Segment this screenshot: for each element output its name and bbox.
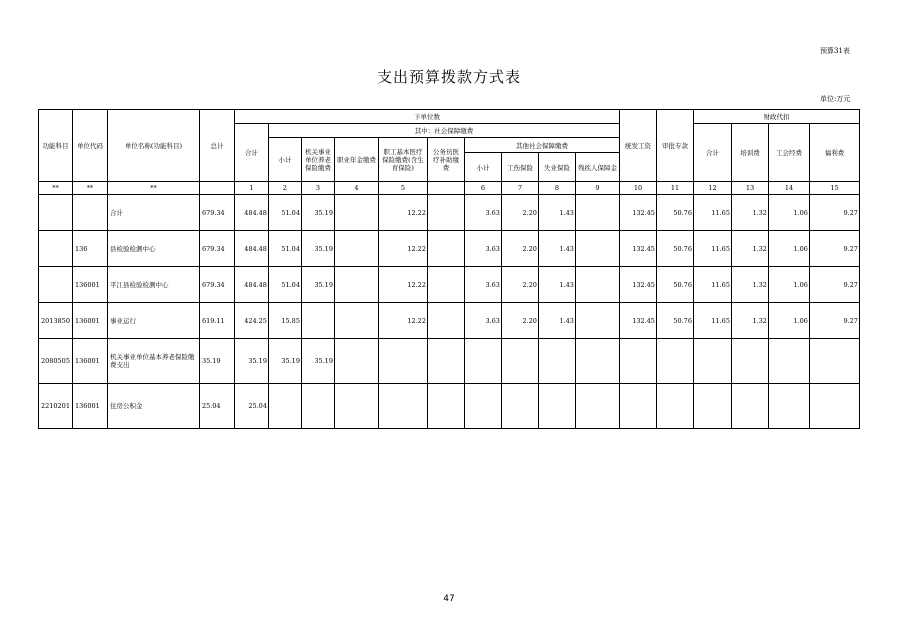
header-injury: 工伤保险 — [501, 153, 538, 182]
index-cell: 3 — [301, 182, 334, 195]
table-cell: 9.27 — [809, 303, 859, 339]
header-welfare: 福利费 — [809, 124, 859, 182]
table-cell: 2210201 — [39, 384, 73, 429]
header-unit-name: 单位名称(功能科目) — [107, 110, 199, 182]
table-cell — [575, 303, 619, 339]
table-cell — [731, 339, 768, 384]
table-cell: 424.25 — [234, 303, 268, 339]
table-cell: 1.43 — [538, 231, 575, 267]
table-cell — [301, 303, 334, 339]
table-cell: 2.20 — [501, 231, 538, 267]
table-cell: 机关事业单位基本养老保险缴费支出 — [107, 339, 199, 384]
table-cell: 1.43 — [538, 267, 575, 303]
page-number: 47 — [443, 594, 455, 604]
table-cell — [464, 339, 501, 384]
table-cell: 9.27 — [809, 195, 859, 231]
table-cell — [427, 303, 464, 339]
index-cell: 7 — [501, 182, 538, 195]
table-cell — [39, 267, 73, 303]
header-subordinate: 下单位数 — [234, 110, 619, 124]
header-medical: 职工基本医疗保险缴费(含生育保险) — [378, 138, 427, 182]
index-cell: 6 — [464, 182, 501, 195]
table-cell: 51.04 — [268, 267, 301, 303]
table-cell — [575, 231, 619, 267]
table-row — [39, 195, 860, 231]
form-number-label: 预算31表 — [820, 47, 850, 55]
index-cell: 12 — [693, 182, 731, 195]
table-cell: 132.45 — [619, 267, 656, 303]
table-row — [39, 303, 860, 339]
header-subtotal-group: 合计 — [234, 124, 268, 182]
header-of-which-social: 其中：社会保障缴费 — [268, 124, 619, 138]
table-cell — [538, 384, 575, 429]
table-cell: 合计 — [107, 195, 199, 231]
header-union: 工会经费 — [768, 124, 809, 182]
budget-table — [38, 109, 860, 429]
header-unemployment: 失业保险 — [538, 153, 575, 182]
page-title: 支出预算拨款方式表 — [376, 68, 521, 86]
table-cell — [693, 339, 731, 384]
table-cell: 35.19 — [301, 195, 334, 231]
table-cell: 12.22 — [378, 303, 427, 339]
table-cell: 2.20 — [501, 195, 538, 231]
table-cell — [427, 384, 464, 429]
table-cell — [693, 384, 731, 429]
table-cell — [464, 384, 501, 429]
table-cell: 679.34 — [199, 267, 234, 303]
table-cell — [656, 384, 693, 429]
table-cell: 50.76 — [656, 195, 693, 231]
index-cell: ** — [72, 182, 107, 195]
table-cell — [378, 384, 427, 429]
table-cell — [334, 384, 378, 429]
header-total: 总计 — [199, 110, 234, 182]
table-cell: 619.11 — [199, 303, 234, 339]
table-cell: 3.63 — [464, 267, 501, 303]
header-civil-medical: 公务员医疗补助缴费 — [427, 138, 464, 182]
index-cell: ** — [39, 182, 73, 195]
table-row — [39, 339, 860, 384]
table-cell: 3.63 — [464, 231, 501, 267]
table-cell: 12.22 — [378, 231, 427, 267]
table-cell: 51.04 — [268, 231, 301, 267]
table-cell: 1.43 — [538, 195, 575, 231]
table-cell: 12.22 — [378, 267, 427, 303]
table-cell: 35.19 — [301, 339, 334, 384]
table-cell — [501, 339, 538, 384]
table-row — [39, 267, 860, 303]
header-unit-code: 单位代码 — [72, 110, 107, 182]
table-row — [39, 384, 860, 429]
table-cell: 136001 — [72, 384, 107, 429]
table-cell: 2013850 — [39, 303, 73, 339]
table-cell — [731, 384, 768, 429]
table-cell: 1.06 — [768, 231, 809, 267]
table-cell: 484.48 — [234, 195, 268, 231]
index-cell — [199, 182, 234, 195]
index-cell: 13 — [731, 182, 768, 195]
table-cell: 132.45 — [619, 303, 656, 339]
table-cell — [575, 267, 619, 303]
table-cell — [72, 195, 107, 231]
table-cell — [39, 231, 73, 267]
header-pension: 机关事业单位养老保险缴费 — [301, 138, 334, 182]
table-cell — [334, 231, 378, 267]
table-cell: 1.06 — [768, 195, 809, 231]
table-cell: 1.32 — [731, 267, 768, 303]
table-cell: 136001 — [72, 267, 107, 303]
table-cell: 679.34 — [199, 195, 234, 231]
index-cell: 14 — [768, 182, 809, 195]
table-cell — [656, 339, 693, 384]
table-cell — [268, 384, 301, 429]
table-cell — [538, 339, 575, 384]
header-func-code: 功能科目 — [39, 110, 73, 182]
table-cell: 132.45 — [619, 195, 656, 231]
table-cell — [427, 339, 464, 384]
header-annuity: 职业年金缴费 — [334, 138, 378, 182]
table-cell: 51.04 — [268, 195, 301, 231]
table-cell: 9.27 — [809, 267, 859, 303]
header-finance: 财政代扣 — [693, 110, 859, 124]
table-cell: 2.20 — [501, 267, 538, 303]
table-cell: 2080505 — [39, 339, 73, 384]
table-cell: 11.65 — [693, 303, 731, 339]
table-cell: 1.32 — [731, 303, 768, 339]
table-cell: 50.76 — [656, 303, 693, 339]
table-row — [39, 231, 860, 267]
table-cell — [619, 339, 656, 384]
table-cell: 25.04 — [234, 384, 268, 429]
table-cell: 11.65 — [693, 231, 731, 267]
table-cell — [378, 339, 427, 384]
table-cell — [619, 384, 656, 429]
index-cell: 1 — [234, 182, 268, 195]
index-cell: 10 — [619, 182, 656, 195]
table-cell — [427, 231, 464, 267]
table-cell: 住房公积金 — [107, 384, 199, 429]
header-wages: 统发工资 — [619, 110, 656, 182]
unit-label: 单位:万元 — [820, 95, 851, 103]
table-cell: 9.27 — [809, 231, 859, 267]
header-small-total: 小计 — [268, 138, 301, 182]
table-cell — [809, 339, 859, 384]
table-cell: 平江县检验检测中心 — [107, 267, 199, 303]
table-cell: 15.85 — [268, 303, 301, 339]
table-cell — [575, 195, 619, 231]
table-cell: 136001 — [72, 303, 107, 339]
table-cell — [39, 195, 73, 231]
table-cell: 3.63 — [464, 303, 501, 339]
index-cell: 9 — [575, 182, 619, 195]
table-cell: 1.32 — [731, 231, 768, 267]
table-cell — [334, 339, 378, 384]
table-cell: 1.06 — [768, 267, 809, 303]
table-cell: 132.45 — [619, 231, 656, 267]
index-cell: ** — [107, 182, 199, 195]
table-cell — [809, 384, 859, 429]
index-cell: 2 — [268, 182, 301, 195]
table-cell: 12.22 — [378, 195, 427, 231]
table-cell: 136 — [72, 231, 107, 267]
table-cell: 11.65 — [693, 267, 731, 303]
table-cell — [575, 384, 619, 429]
table-cell: 2.20 — [501, 303, 538, 339]
index-cell: 4 — [334, 182, 378, 195]
header-other-small: 小计 — [464, 153, 501, 182]
table-cell: 1.06 — [768, 303, 809, 339]
table-cell — [334, 267, 378, 303]
table-cell: 136001 — [72, 339, 107, 384]
table-cell — [768, 339, 809, 384]
table-cell: 50.76 — [656, 267, 693, 303]
table-cell — [427, 195, 464, 231]
table-cell: 县检验检测中心 — [107, 231, 199, 267]
table-cell: 35.19 — [199, 339, 234, 384]
header-disabled: 残疾人保障金 — [575, 153, 619, 182]
table-body — [39, 195, 860, 429]
index-cell — [427, 182, 464, 195]
index-row — [39, 182, 860, 195]
index-cell: 8 — [538, 182, 575, 195]
table-cell: 1.43 — [538, 303, 575, 339]
table-cell — [427, 267, 464, 303]
table-cell: 11.65 — [693, 195, 731, 231]
table-cell: 50.76 — [656, 231, 693, 267]
table-cell — [768, 384, 809, 429]
header-training: 培训费 — [731, 124, 768, 182]
table-cell: 35.19 — [268, 339, 301, 384]
table-cell — [301, 384, 334, 429]
table-cell — [501, 384, 538, 429]
table-cell — [334, 303, 378, 339]
table-cell — [575, 339, 619, 384]
index-cell: 5 — [378, 182, 427, 195]
table-cell: 1.32 — [731, 195, 768, 231]
table-cell: 484.48 — [234, 267, 268, 303]
table-cell: 事业运行 — [107, 303, 199, 339]
index-cell: 11 — [656, 182, 693, 195]
header-approved: 审批专款 — [656, 110, 693, 182]
table-cell — [334, 195, 378, 231]
table-cell: 484.48 — [234, 231, 268, 267]
header-fin-total: 合计 — [693, 124, 731, 182]
index-cell: 15 — [809, 182, 859, 195]
table-cell: 35.19 — [234, 339, 268, 384]
table-cell: 679.34 — [199, 231, 234, 267]
header-other-social: 其他社会保障缴费 — [464, 138, 619, 153]
table-cell: 35.19 — [301, 267, 334, 303]
table-cell: 25.04 — [199, 384, 234, 429]
table-cell: 3.63 — [464, 195, 501, 231]
table-cell: 35.19 — [301, 231, 334, 267]
